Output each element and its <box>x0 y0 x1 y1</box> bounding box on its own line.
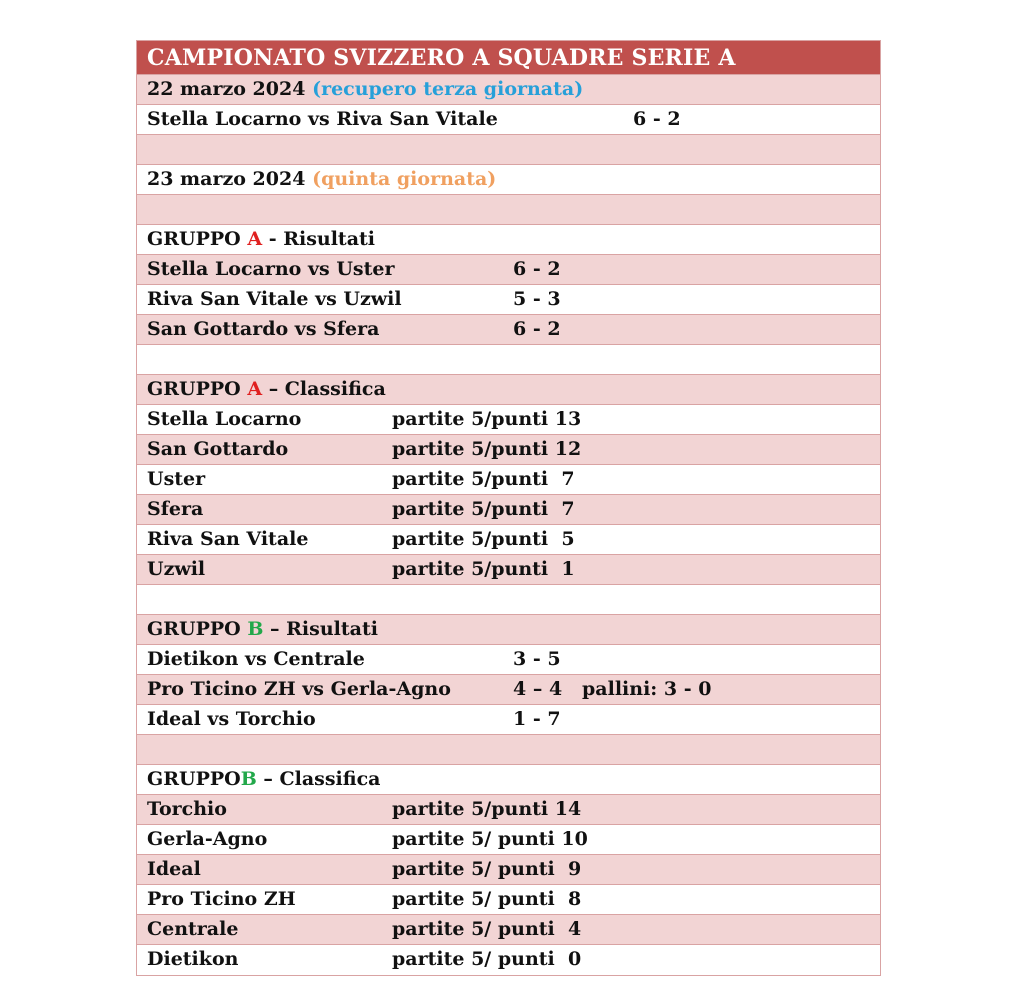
match-score: 3 - 5 <box>513 648 561 670</box>
team-name: Uzwil <box>147 558 206 580</box>
team-name: Dietikon <box>147 948 239 970</box>
standing-row <box>137 495 880 525</box>
match-teams: Dietikon vs Centrale <box>147 648 365 670</box>
match-teams: Stella Locarno vs Uster <box>147 258 395 280</box>
results-table <box>136 40 881 976</box>
standing-row <box>137 915 880 945</box>
group-letter: B <box>240 768 257 790</box>
group-label: GRUPPO <box>147 768 241 790</box>
match-teams: Riva San Vitale vs Uzwil <box>147 288 402 310</box>
team-name: Ideal <box>147 858 201 880</box>
group-b-results-heading <box>137 615 880 645</box>
empty-row <box>137 735 880 765</box>
team-name: San Gottardo <box>147 438 289 460</box>
day2-date: 23 marzo 2024 <box>147 168 306 190</box>
match-row <box>137 105 880 135</box>
team-stats: partite 5/punti 14 <box>392 798 582 820</box>
team-stats: partite 5/punti 7 <box>392 498 575 520</box>
group-label: GRUPPO <box>147 618 248 640</box>
day2-header-row <box>137 165 880 195</box>
team-stats: partite 5/ punti 9 <box>392 858 582 880</box>
team-stats: partite 5/ punti 4 <box>392 918 582 940</box>
match-row <box>137 705 880 735</box>
standing-row <box>137 945 880 975</box>
group-b-standings-heading <box>137 765 880 795</box>
standing-row <box>137 405 880 435</box>
section-label: – Classifica <box>256 768 381 790</box>
match-row <box>137 285 880 315</box>
standing-row <box>137 435 880 465</box>
match-row <box>137 255 880 285</box>
team-stats: partite 5/punti 1 <box>392 558 575 580</box>
team-name: Riva San Vitale <box>147 528 309 550</box>
match-teams: Stella Locarno vs Riva San Vitale <box>147 108 498 130</box>
match-teams: San Gottardo vs Sfera <box>147 318 380 340</box>
table-title: CAMPIONATO SVIZZERO A SQUADRE SERIE A <box>137 41 880 75</box>
team-name: Centrale <box>147 918 239 940</box>
empty-row <box>137 195 880 225</box>
standing-row <box>137 885 880 915</box>
team-stats: partite 5/ punti 10 <box>392 828 588 850</box>
match-score: 6 - 2 <box>633 108 681 130</box>
team-stats: partite 5/punti 13 <box>392 408 582 430</box>
group-a-results-heading <box>137 225 880 255</box>
match-teams: Ideal vs Torchio <box>147 708 316 730</box>
standing-row <box>137 795 880 825</box>
team-name: Stella Locarno <box>147 408 302 430</box>
match-score: 6 - 2 <box>513 258 561 280</box>
match-row <box>137 315 880 345</box>
team-name: Uster <box>147 468 206 490</box>
day1-header-row <box>137 75 880 105</box>
day1-note: (recupero terza giornata) <box>312 78 584 100</box>
match-score: 6 - 2 <box>513 318 561 340</box>
section-label: - Risultati <box>262 228 376 250</box>
standing-row <box>137 465 880 495</box>
team-name: Sfera <box>147 498 204 520</box>
team-stats: partite 5/ punti 8 <box>392 888 582 910</box>
team-name: Pro Ticino ZH <box>147 888 296 910</box>
day1-date: 22 marzo 2024 <box>147 78 306 100</box>
match-score: 5 - 3 <box>513 288 561 310</box>
match-row <box>137 675 880 705</box>
team-stats: partite 5/punti 7 <box>392 468 575 490</box>
team-name: Gerla-Agno <box>147 828 268 850</box>
group-letter: A <box>247 228 263 250</box>
day2-note: (quinta giornata) <box>312 168 497 190</box>
empty-row <box>137 585 880 615</box>
match-teams: Pro Ticino ZH vs Gerla-Agno <box>147 678 451 700</box>
team-stats: partite 5/punti 5 <box>392 528 575 550</box>
match-score: 1 - 7 <box>513 708 561 730</box>
group-a-standings-heading <box>137 375 880 405</box>
team-name: Torchio <box>147 798 227 820</box>
standing-row <box>137 555 880 585</box>
team-stats: partite 5/punti 12 <box>392 438 582 460</box>
match-row <box>137 645 880 675</box>
group-letter: A <box>247 378 263 400</box>
section-label: – Classifica <box>262 378 386 400</box>
standing-row <box>137 825 880 855</box>
empty-row <box>137 135 880 165</box>
team-stats: partite 5/ punti 0 <box>392 948 582 970</box>
section-label: – Risultati <box>263 618 378 640</box>
group-label: GRUPPO <box>147 378 248 400</box>
group-label: GRUPPO <box>147 228 248 250</box>
standing-row <box>137 525 880 555</box>
standing-row <box>137 855 880 885</box>
group-letter: B <box>247 618 264 640</box>
match-score: 4 – 4 pallini: 3 - 0 <box>513 678 712 700</box>
empty-row <box>137 345 880 375</box>
